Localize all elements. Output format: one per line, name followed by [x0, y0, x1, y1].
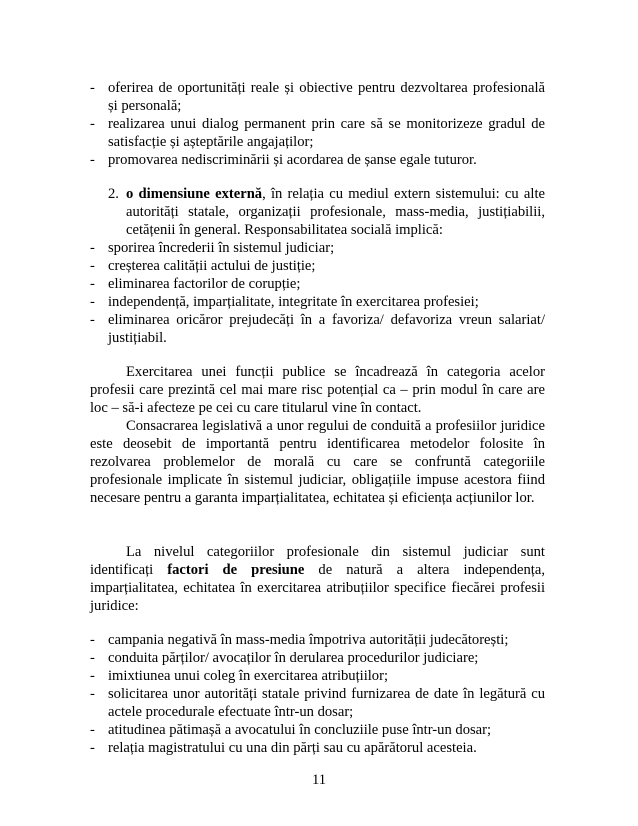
list-item-text: campania negativă în mass-media împotriva autorității judecătorești; — [108, 632, 509, 648]
numbered-point-2 — [90, 185, 545, 239]
list-item — [90, 667, 545, 685]
bullet-dash: - — [90, 650, 95, 666]
bullet-dash: - — [90, 294, 95, 310]
spacer — [90, 169, 545, 185]
paragraph: Consacrarea legislativă a unor regului de conduită a profesiilor juridice este deosebit de importantă pentru identificarea metodelor folosite în rezolvarea problemelor de morală cu care se confruntă categoriile profesionale implicate în sistemul judiciar, obligațiile impuse acestora fiind necesare pentru a garanta imparțialitatea, echitatea și eficiența acțiunilor lor. — [90, 418, 545, 506]
list-item — [90, 151, 545, 169]
list-item — [90, 685, 545, 721]
bullet-dash: - — [90, 258, 95, 274]
page-number: 11 — [311, 772, 327, 788]
list-item-text: oferirea de oportunități reale și obiective pentru dezvoltarea profesională și personală; — [108, 80, 545, 114]
point-text: , în relația cu mediul extern sistemului: cu alte autorități statale, organizații profesionale, mass-media, justițiabilii, cetățenii în general. Responsabilitatea socială implică: — [126, 186, 545, 238]
bullet-dash: - — [90, 722, 95, 738]
list-item — [90, 293, 545, 311]
bullet-dash: - — [90, 152, 95, 168]
list-item — [90, 115, 545, 151]
list-item — [90, 721, 545, 739]
list-item — [90, 631, 545, 649]
paragraph-text: de natură a altera independența, imparțialitatea, echitatea în exercitarea atribuțiilor specifice fiecărei profesii juridice: — [90, 562, 545, 614]
bullet-dash: - — [90, 80, 95, 96]
paragraph: Exercitarea unei funcții publice se încadrează în categoria acelor profesii care prezintă cel mai mare risc potențial ca – prin modul în care are loc – să-i afecteze pe cei cu care titularul vine în contact. — [90, 364, 545, 416]
bullet-dash: - — [90, 240, 95, 256]
bullet-dash: - — [90, 686, 95, 702]
list-item-text: realizarea unui dialog permanent prin care să se monitorizeze gradul de satisfacție și așteptările angajaților; — [108, 116, 545, 150]
list-item-text: sporirea încrederii în sistemul judiciar; — [108, 240, 335, 256]
paragraph-text: La nivelul categoriilor profesionale din sistemul judiciar sunt identificați — [90, 544, 545, 578]
list-item-text: creșterea calității actului de justiție; — [108, 258, 316, 274]
point-number: 2. — [108, 186, 119, 202]
list-item-text: atitudinea pătimașă a avocatului în concluziile puse într-un dosar; — [108, 722, 492, 738]
list-item-text: eliminarea oricăror prejudecăți în a favoriza/ defavoriza vreun salariat/ justițiabil. — [108, 312, 545, 346]
list-item — [90, 311, 545, 347]
list-item — [90, 239, 545, 257]
page-content — [90, 79, 545, 757]
spacer — [90, 615, 545, 631]
bullet-dash: - — [90, 116, 95, 132]
spacer — [90, 347, 545, 363]
bullet-dash: - — [90, 632, 95, 648]
list-item — [90, 257, 545, 275]
list-item — [90, 275, 545, 293]
list-item — [90, 79, 545, 115]
list-item-text: promovarea nediscriminării și acordarea de șanse egale tuturor. — [108, 152, 477, 168]
paragraph-bold-term: factori de presiune — [167, 562, 305, 578]
list-item-text: relația magistratului cu una din părți sau cu apărătorul acesteia. — [108, 740, 477, 756]
list-item-text: eliminarea factorilor de corupție; — [108, 276, 301, 292]
bullet-dash: - — [90, 312, 95, 328]
list-item-text: independență, imparțialitate, integritate în exercitarea profesiei; — [108, 294, 479, 310]
list-item — [90, 739, 545, 757]
list-item-text: solicitarea unor autorități statale privind furnizarea de date în legătură cu actele procedurale efectuate într-un dosar; — [108, 686, 545, 720]
bullet-dash: - — [90, 740, 95, 756]
list-item-text: imixtiunea unui coleg în exercitarea atribuțiilor; — [108, 668, 389, 684]
spacer — [90, 507, 545, 543]
paragraph — [90, 543, 545, 615]
bullet-dash: - — [90, 668, 95, 684]
list-item — [90, 649, 545, 667]
point-bold-term: o dimensiune externă — [126, 186, 263, 202]
list-item-text: conduita părților/ avocaților în derularea procedurilor judiciare; — [108, 650, 479, 666]
bullet-dash: - — [90, 276, 95, 292]
